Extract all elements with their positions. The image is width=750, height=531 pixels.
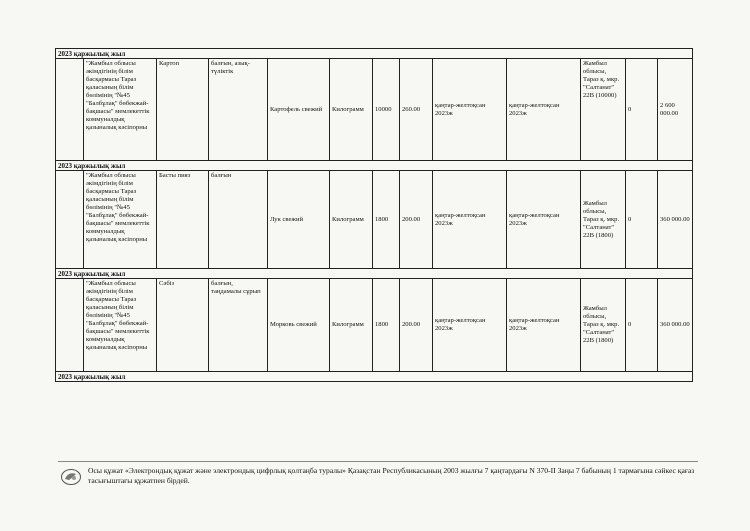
year-header-row	[56, 269, 693, 279]
delivery-location: Жамбыл облысы, Тараз қ. мкр. "Салтанат" 22В (1800)	[581, 279, 626, 372]
year-header-row	[56, 49, 693, 59]
advance-percent: 0	[626, 171, 658, 269]
row-number	[56, 279, 84, 372]
customer-name: "Жамбыл облысы әкімдігінің білім басқармасы Тараз қаласының білім бөлімінің "№45 "Балбұлақ" бөбекжай-бақшасы" мемлекеттік коммуналдық қазыналық кәсіпорны	[84, 279, 157, 372]
delivery-period: қаңтар-желтоқсан 2023ж	[433, 171, 507, 269]
year-header-row	[56, 161, 693, 171]
delivery-location: Жамбыл облысы, Тараз қ. мкр. "Салтанат" 22В (1800)	[581, 171, 626, 269]
delivery-location: Жамбыл облысы, Тараз қ. мкр. "Салтанат" 22В (10000)	[581, 59, 626, 161]
unit: Килограмм	[330, 279, 373, 372]
item-name-kz: Картоп	[157, 59, 209, 161]
delivery-period: қаңтар-желтоқсан 2023ж	[433, 279, 507, 372]
item-name-ru: Лук свежий	[268, 171, 330, 269]
item-name-kz: Сәбіз	[157, 279, 209, 372]
year-header: 2023 қаржылық жыл	[56, 269, 693, 279]
unit: Килограмм	[330, 59, 373, 161]
year-header: 2023 қаржылық жыл	[56, 372, 693, 382]
item-name-ru: Морковь свежий	[268, 279, 330, 372]
year-header-row	[56, 372, 693, 382]
payment-period: қаңтар-желтоқсан 2023ж	[507, 279, 581, 372]
advance-percent: 0	[626, 279, 658, 372]
row-number	[56, 59, 84, 161]
unit-price: 200.00	[400, 171, 433, 269]
delivery-period: қаңтар-желтоқсан 2023ж	[433, 59, 507, 161]
payment-period: қаңтар-желтоқсан 2023ж	[507, 171, 581, 269]
unit-price: 200.00	[400, 279, 433, 372]
customer-name: "Жамбыл облысы әкімдігінің білім басқармасы Тараз қаласының білім бөлімінің "№45 "Балбұлақ" бөбекжай-бақшасы" мемлекеттік коммуналдық қазыналық кәсіпорны	[84, 59, 157, 161]
customer-name: "Жамбыл облысы әкімдігінің білім басқармасы Тараз қаласының білім бөлімінің "№45 "Балбұлақ" бөбекжай-бақшасы" мемлекеттік коммуналдық қазыналық кәсіпорны	[84, 171, 157, 269]
quantity: 10000	[373, 59, 400, 161]
procurement-table	[55, 48, 693, 382]
table-row	[56, 171, 693, 269]
item-name-ru: Картофель свежий	[268, 59, 330, 161]
legal-footer	[60, 466, 700, 486]
footer-divider	[58, 461, 698, 462]
table-row	[56, 279, 693, 372]
quantity: 1800	[373, 279, 400, 372]
payment-period: қаңтар-желтоқсан 2023ж	[507, 59, 581, 161]
total-sum: 360 000.00	[658, 279, 693, 372]
item-characteristics: балғын, азық-түліктік	[209, 59, 268, 161]
e-gov-seal-icon	[60, 468, 82, 486]
row-number	[56, 171, 84, 269]
item-name-kz: Басты пияз	[157, 171, 209, 269]
item-characteristics: балғын	[209, 171, 268, 269]
item-characteristics: балғын, таңдамалы сұрып	[209, 279, 268, 372]
total-sum: 2 600 000.00	[658, 59, 693, 161]
table-row	[56, 59, 693, 161]
unit: Килограмм	[330, 171, 373, 269]
year-header: 2023 қаржылық жыл	[56, 161, 693, 171]
quantity: 1800	[373, 171, 400, 269]
unit-price: 260.00	[400, 59, 433, 161]
advance-percent: 0	[626, 59, 658, 161]
total-sum: 360 000.00	[658, 171, 693, 269]
legal-notice: Осы құжат «Электрондық құжат және электрондық цифрлық қолтаңба туралы» Қазақстан Республикасының 2003 жылғы 7 қаңтардағы N 370-II Заңы 7 бабының 1 тармағына сәйкес қағаз тасығыштағы құжатпен бірдей.	[88, 466, 695, 485]
year-header: 2023 қаржылық жыл	[56, 49, 693, 59]
